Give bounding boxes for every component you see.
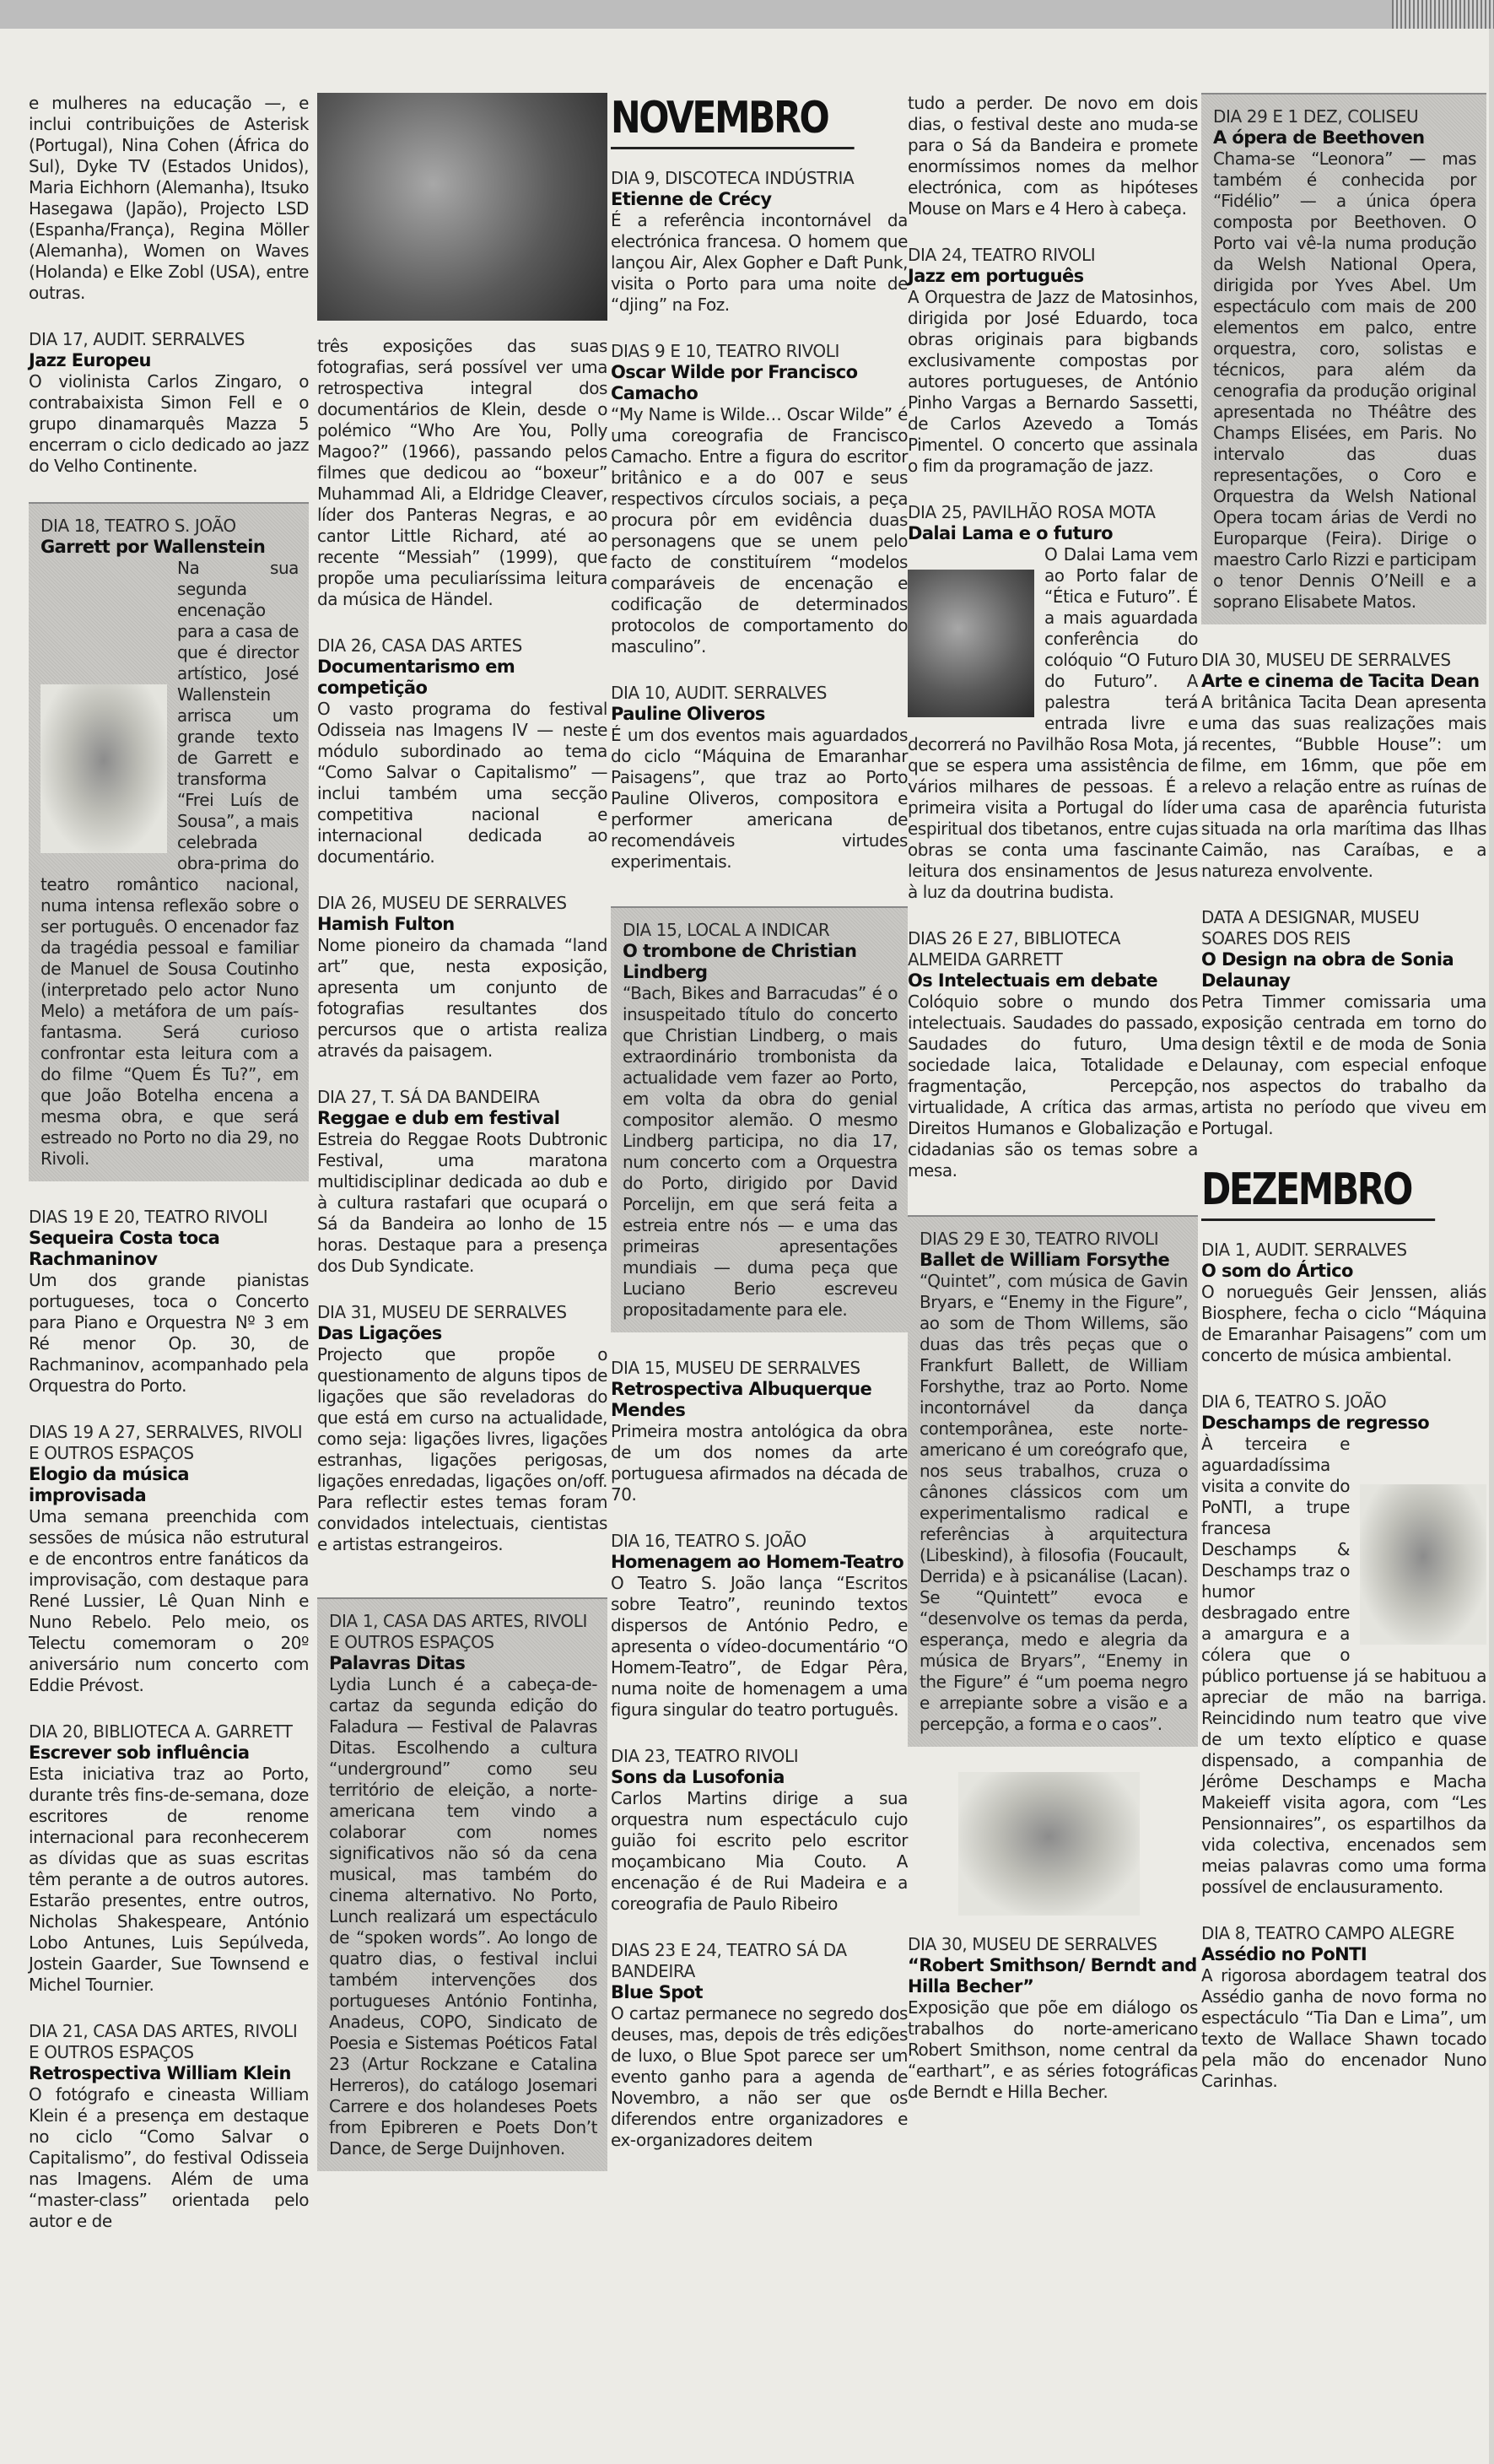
page-top-bar <box>0 0 1494 29</box>
listing-entry <box>29 329 309 477</box>
entry-body: “Quintet”, com música de Gavin Bryars, e “Enemy in the Figure”, ao som de Thom Willems, são duas das três peças que o Frankfurt Ballett, de William Forshythe, traz ao Porto. Nome incontornável da dança contemporânea, este norte-americano é um coreógrafo que, nos seus trabalhos, cruza o cânones clássicos com um experimentalismo radical e referências à arquitectura (Libeskind), à filosofia (Foucault, Derrida) e à psicanálise (Lacan). Se “Quintett” evoca e “desenvolve os temas da perda, esperança, medo e alegria da música de Bryars”, “Enemy in the Figure” é “um poema negro e arrepiante sobre a visão e a percepção, a forma e o caos”. <box>920 1271 1188 1734</box>
entry-title: Homenagem ao Homem-Teatro <box>611 1552 904 1572</box>
highlight-box <box>317 1597 607 2171</box>
entry-body: Petra Timmer comissaria uma exposição centrada em torno do design têxtil e de moda de Sonia Delaunay, com especial enfoque nos aspectos do trabalho da artista no período que viveu em Portugal. <box>1201 992 1486 1138</box>
entry-body: Esta iniciativa traz ao Porto, durante três fins-de-semana, doze escritores de renome internacional para reconhecerem as dívidas que as suas escritas têm perante a de outros autores. Estarão presentes, entre outros, Nicholas Shakespeare, António Lobo Antunes, Luis Sepúlveda, Jostein Gaarder, Sue Townsend e Michel Tournier. <box>29 1764 309 1995</box>
entry-body: Lydia Lunch é a cabeça-de-cartaz da segunda edição do Faladura — Festival de Palavras Ditas. Escolhendo a cultura “underground” como seu território de eleição, a norte-americana tem vindo a colaborar com nomes significativos não só da cena musical, mas também do cinema alternativo. No Porto, Lunch realizará um espectáculo de “spoken words”. Ao longo de quatro dias, o festival inclui também intervenções dos portugueses António Fontinha, Anadeus, COPO, Sindicato de Poesia e Sistemas Poéticos Fatal 23 (Artur Rockzane e Catalina Herreros), do catálogo Josemari Carrere e dos holandeses Poets from Epibreren e Poets Don’t Dance, de Serge Duijnhoven. <box>329 1674 597 2159</box>
entry-date-venue: DIA 27, T. SÁ DA BANDEIRA <box>317 1087 540 1107</box>
entry-title: Blue Spot <box>611 1982 703 2002</box>
entry-title: Oscar Wilde por Francisco Camacho <box>611 362 858 403</box>
entry-body: Na sua segunda encenação para a casa de que é director artístico, José Wallenstein arrisca um grande texto de Garrett e transforma “Frei Luís de Sousa”, a mais celebrada obra-prima do teatro romântico nacional, numa intensa reflexão sobre o ser português. O encenador faz da tragédia pessoal e familiar de Manuel de Sousa Coutinho (interpretado pelo actor Nuno Melo) a metáfora de um país-fantasma. Será curioso confrontar esta leitura com a do filme “Quem És Tu?”, em que João Botelha encena a mesma obra, e que será estreado no Porto no dia 29, no Rivoli. <box>40 558 299 1169</box>
entry-title: Reggae e dub em festival <box>317 1108 560 1128</box>
entry-body: A rigorosa abordagem teatral dos Assédio ganha de novo forma no espectáculo “Tia Dan e Lima”, um texto de Wallace Shawn tocado pela mão do encenador Nuno Carinhas. <box>1201 1965 1486 2091</box>
entry-body: “My Name is Wilde… Oscar Wilde” é uma coreografia de Francisco Camacho. Entre a figura do escritor britânico e a do 007 e seus respectivos círculos sociais, a peça procura pôr em evidência duas personagens que se unem pelo facto de constituírem “modelos comparáveis de encenação e codificação de determinados protocolos de comportamento do masculino”. <box>611 404 908 657</box>
listing-entry <box>611 1746 908 1915</box>
month-heading-novembro: NOVEMBRO <box>611 93 855 149</box>
entry-body: O fotógrafo e cineasta William Klein é a presença em destaque no ciclo “Como Salvar o Capitalismo”, do festival Odisseia nas Imagens. Além de uma “master-class” orientada pelo autor e de <box>29 2084 309 2231</box>
entry-title: Garrett por Wallenstein <box>40 537 266 557</box>
entry-body: À terceira e aguardadíssima visita a convite do PoNTI, a trupe francesa Deschamps & Deschamps traz o humor desbragado entre a amargura e a cólera que o público portuense já se habituou a apreciar de mão na barriga. Reincidindo num teatro que vive de um texto elíptico e quase dispensado, a companhia de Jérôme Deschamps e Macha Makeieff visita agora, com “Les Pensionnaires”, os espartilhos da vida colectiva, encenados sem meias palavras como uma forma possível de enclausuramento. <box>1201 1434 1486 1897</box>
entry-body: O norueguês Geir Jenssen, aliás Biosphere, fecha o ciclo “Máquina de Emaranhar Paisagens” com um concerto de música ambiental. <box>1201 1282 1486 1365</box>
continued-text: três exposições das suas fotografias, será possível ver uma retrospectiva integral dos documentários de Klein, desde o polémico “Who Are You, Polly Magoo?” (1966), passando pelos filmes que dedicou ao “boxeur” Muhammad Ali, a Eldridge Cleaver, líder dos Panteras Negras, e ao cantor Little Richard, até ao recente “Messiah” (1999), que propõe uma peculiaríssima leitura da música de Händel. <box>317 336 607 609</box>
entry-date-venue: DIA 26, CASA DAS ARTES <box>317 635 522 656</box>
entry-date-venue: DIA 9, DISCOTECA INDÚSTRIA <box>611 168 855 188</box>
entry-title: Retrospectiva Albuquerque Mendes <box>611 1379 872 1420</box>
column-3 <box>611 93 908 2176</box>
listing-entry <box>908 1934 1198 2103</box>
column-2 <box>317 93 607 2197</box>
entry-title: Documentarismo em competição <box>317 657 515 698</box>
entry-title: Das Ligações <box>317 1323 442 1343</box>
entry-body: É a referência incontornável da electrónica francesa. O homem que lançou Air, Alex Gopher e Daft Punk, visita o Porto para uma noite de “djing” na Foz. <box>611 210 908 315</box>
listing-entry <box>1201 1240 1486 1366</box>
listing-entry <box>611 683 908 873</box>
column-5 <box>1201 93 1486 2117</box>
column-4 <box>908 93 1198 2128</box>
month-heading-dezembro: DEZEMBRO <box>1201 1164 1435 1221</box>
entry-body: Chama-se “Leonora” — mas também é conhecida por “Fidélio” — a única ópera composta por Beethoven. O Porto vai vê-la numa produção da Welsh National Opera, dirigida por Yves Abel. Um espectáculo com mais de 200 elementos em palco, entre orquestra, coro, solistas e técnicos, para além da cenografia da produção original apresentada no Théâtre des Champs Elisées, em Paris. No intervalo das duas representações, o Coro e Orquestra da Welsh National Opera tocam árias de Verdi no Europarque (Feira). Dirige o maestro Carlo Rizzi e participam o tenor Dennis O’Neill e a soprano Elisabete Matos. <box>1213 149 1476 612</box>
entry-date-venue: DIA 23, TEATRO RIVOLI <box>611 1746 799 1766</box>
entry-date-venue: DIA 31, MUSEU DE SERRALVES <box>317 1302 567 1322</box>
listing-entry <box>1201 1391 1486 1898</box>
entry-title: Retrospectiva William Klein <box>29 2063 291 2083</box>
entry-date-venue: DIA 25, PAVILHÃO ROSA MOTA <box>908 502 1156 522</box>
entry-date-venue: DIA 26, MUSEU DE SERRALVES <box>317 893 567 913</box>
entry-title: Arte e cinema de Tacita Dean <box>1201 671 1480 691</box>
entry-date-venue: DIA 1, CASA DAS ARTES, RIVOLI E OUTROS ESPAÇOS <box>329 1611 588 1652</box>
listing-entry <box>1201 1923 1486 2092</box>
entry-title: Pauline Oliveros <box>611 704 765 724</box>
highlight-box <box>611 906 908 1332</box>
entry-body: Nome pioneiro da chamada “land art” que, nesta exposição, apresenta um conjunto de fotografias resultantes dos percursos que o artista realiza através da paisagem. <box>317 935 607 1061</box>
entry-date-venue: DIAS 23 E 24, TEATRO SÁ DA BANDEIRA <box>611 1940 847 1981</box>
entry-body: Exposição que põe em diálogo os trabalhos do norte-americano Robert Smithson, nome central da “earthart”, e as séries fotográficas de Berndt e Hilla Becher. <box>908 1997 1198 2102</box>
entry-title: Ballet de William Forsythe <box>920 1250 1170 1270</box>
entry-title: Hamish Fulton <box>317 914 455 934</box>
highlight-box <box>908 1215 1198 1747</box>
listing-entry <box>317 1087 607 1277</box>
entry-title: O trombone de Christian Lindberg <box>623 941 857 982</box>
wallenstein-sculpture-photo <box>40 684 167 853</box>
entry-body: Primeira mostra antológica da obra de um dos nomes da arte portuguesa afirmados na década de 70. <box>611 1421 908 1505</box>
entry-date-venue: DIA 1, AUDIT. SERRALVES <box>1201 1240 1407 1260</box>
entry-date-venue: DIA 6, TEATRO S. JOÃO <box>1201 1391 1387 1412</box>
entry-date-venue: DIA 30, MUSEU DE SERRALVES <box>1201 650 1451 670</box>
listing-entry <box>1201 650 1486 882</box>
listing-entry <box>611 341 908 657</box>
listing-entry <box>317 1302 607 1555</box>
entry-body: Um dos grande pianistas portugueses, toca o Concerto para Piano e Orquestra Nº 3 em Ré menor Op. 30, de Rachmaninov, acompanhado pela Orquestra do Porto. <box>29 1270 309 1396</box>
entry-date-venue: DIAS 29 E 30, TEATRO RIVOLI <box>920 1229 1159 1249</box>
entry-body: “Bach, Bikes and Barracudas” é o insuspeitado título do concerto que Christian Lindberg, o mais extraordinário trombonista da actualidade vem fazer ao Porto, em volta da obra do genial compositor alemão. O mesmo Lindberg participa, no dia 17, num concerto com a Orquestra do Porto, dirigido por David Porcelijn, em que será feita a estreia entre nós — e uma das primeiras apresentações mundiais — duma peça que Luciano Berio escreveu propositadamente para ele. <box>623 983 898 1320</box>
highlight-box <box>29 502 309 1181</box>
page-right-edge <box>1489 29 1494 2464</box>
entry-date-venue: DIAS 19 E 20, TEATRO RIVOLI <box>29 1207 268 1227</box>
entry-title: Etienne de Crécy <box>611 189 772 209</box>
page-top-bar-barcode <box>1392 0 1494 29</box>
entry-date-venue: DIAS 9 E 10, TEATRO RIVOLI <box>611 341 839 361</box>
dalai-lama-photo <box>908 570 1034 717</box>
listing-entry <box>29 2021 309 2232</box>
entry-body: Uma semana preenchida com sessões de música não estrutural e de encontros entre fanáticos da improvisação, com destaque para René Lussier, Lê Quan Ninh e Nuno Rebelo. Pelo meio, os Telectu comemoram o 20º aniversário num concerto com Eddie Prévost. <box>29 1506 309 1695</box>
highlight-box <box>1201 93 1486 624</box>
continued-text: e mulheres na educação —, e inclui contribuições de Asterisk (Portugal), Nina Cohen (África do Sul), Dyke TV (Estados Unidos), Maria Eichhorn (Alemanha), Itsuko Hasegawa (Japão), Projecto LSD (Espanha/França), Regina Möller (Alemanha), Women on Waves (Holanda) e Elke Zobl (USA), entre outras. <box>29 93 309 303</box>
entry-body: A Orquestra de Jazz de Matosinhos, dirigida por José Eduardo, toca obras originais para bigbands exclusivamente compostas por autores portugueses, de António Pinho Vargas a Bernardo Sassetti, de Carlos Azevedo a Tomás Pimentel. O concerto que assinala o fim da programação de jazz. <box>908 287 1198 476</box>
listing-entry <box>611 1531 908 1721</box>
entry-title: Os Intelectuais em debate <box>908 970 1157 991</box>
entry-title: Elogio da música improvisada <box>29 1464 190 1505</box>
entry-title: “Robert Smithson/ Berndt and Hilla Becher” <box>908 1955 1197 1997</box>
entry-date-venue: DIA 16, TEATRO S. JOÃO <box>611 1531 806 1551</box>
listing-entry <box>611 1940 908 2151</box>
listing-entry <box>29 1721 309 1996</box>
entry-date-venue: DIA 17, AUDIT. SERRALVES <box>29 329 245 349</box>
entry-title: O som do Ártico <box>1201 1261 1353 1281</box>
entry-title: Jazz Europeu <box>29 350 151 370</box>
listing-entry <box>611 1358 908 1505</box>
entry-date-venue: DIA 30, MUSEU DE SERRALVES <box>908 1934 1157 1954</box>
entry-title: Palavras Ditas <box>329 1653 466 1673</box>
entry-body: Carlos Martins dirige a sua orquestra num espectáculo cujo guião foi escrito pelo escritor moçambicano Mia Couto. A encenação é de Rui Madeira e a coreografia de Paulo Ribeiro <box>611 1788 908 1914</box>
listing-entry <box>1201 907 1486 1139</box>
entry-body: Estreia do Reggae Roots Dubtronic Festival, uma maratona multidisciplinar dedicada ao dub e à cultura rastafari que ocupará o Sá da Bandeira ao lonho de 15 horas. Destaque para a presença dos Dub Syndicate. <box>317 1129 607 1276</box>
listing-entry <box>908 245 1198 477</box>
entry-date-venue: DIAS 26 E 27, BIBLIOTECA ALMEIDA GARRETT <box>908 928 1121 970</box>
entry-body: O violinista Carlos Zingaro, o contrabaixista Simon Fell e o grupo dinamarquês Mazza 5 encerram o ciclo dedicado ao jazz do Velho Continente. <box>29 371 309 476</box>
man-standing-photo <box>958 1772 1140 1916</box>
entry-body: A britânica Tacita Dean apresenta uma das suas realizações mais recentes, “Bubble House”: um filme, em 16mm, que põe em relevo a relação entre as ruínas de uma casa de aparência futurista situada na orla marítima das Ilhas Caimão, nas Caraíbas, e a natureza envolvente. <box>1201 692 1486 881</box>
entry-title: Jazz em português <box>908 266 1084 286</box>
entry-title: Dalai Lama e o futuro <box>908 523 1113 543</box>
entry-date-venue: DIA 10, AUDIT. SERRALVES <box>611 683 828 703</box>
entry-date-venue: DIA 8, TEATRO CAMPO ALEGRE <box>1201 1923 1455 1943</box>
listing-entry <box>908 502 1198 903</box>
entry-body: Projecto que propõe o questionamento de alguns tipos de ligações que são reveladoras do que está em curso na actualidade, como seja: ligações livres, ligações estranhas, ligações perigosas, ligações enredadas, ligações on/off. Para reflectir estes temas foram convidados intelectuais, cientistas e artistas estrangeiros. <box>317 1344 607 1554</box>
entry-title: Escrever sob influência <box>29 1743 250 1763</box>
entry-date-venue: DIA 29 E 1 DEZ, COLISEU <box>1213 106 1419 127</box>
entry-date-venue: DATA A DESIGNAR, MUSEU SOARES DOS REIS <box>1201 907 1420 948</box>
listing-entry <box>317 893 607 1062</box>
listing-entry <box>908 928 1198 1181</box>
entry-title: O Design na obra de Sonia Delaunay <box>1201 949 1454 991</box>
entry-body: É um dos eventos mais aguardados do ciclo “Máquina de Emaranhar Paisagens”, que traz ao Porto Pauline Oliveros, compositora e performer americana de recomendáveis virtudes experimentais. <box>611 725 908 872</box>
entry-title: Assédio no PoNTI <box>1201 1944 1367 1964</box>
entry-title: Sequeira Costa toca Rachmaninov <box>29 1228 220 1269</box>
entry-date-venue: DIA 15, MUSEU DE SERRALVES <box>611 1358 860 1378</box>
listing-entry <box>317 635 607 867</box>
entry-date-venue: DIA 20, BIBLIOTECA A. GARRETT <box>29 1721 293 1742</box>
entry-title: A ópera de Beethoven <box>1213 127 1425 148</box>
deschamps-performers-photo <box>1360 1484 1486 1645</box>
entry-body: O Dalai Lama vem ao Porto falar de “Ética e Futuro”. É a mais aguardada conferência do colóquio “O Futuro do Futuro”. A palestra terá entrada livre e decorrerá no Pavilhão Rosa Mota, já que se espera uma assistência de vários milhares de pessoas. É a primeira visita a Portugal do líder espiritual dos tibetanos, entre cujas obras se conta uma fascinante leitura dos ensinamentos de Jesus à luz da doutrina budista. <box>908 544 1198 902</box>
entry-body: O vasto programa do festival Odisseia nas Imagens IV — neste módulo subordinado ao tema “Como Salvar o Capitalismo” — inclui também uma secção competitiva nacional e internacional dedicada ao documentário. <box>317 699 607 867</box>
listing-entry <box>29 1207 309 1397</box>
william-klein-portrait-photo <box>317 93 607 321</box>
entry-date-venue: DIAS 19 A 27, SERRALVES, RIVOLI E OUTROS ESPAÇOS <box>29 1422 303 1463</box>
page-top-bar-band <box>0 0 1392 29</box>
entry-date-venue: DIA 24, TEATRO RIVOLI <box>908 245 1096 265</box>
column-1 <box>29 93 309 2257</box>
entry-body: O Teatro S. João lança “Escritos sobre Teatro”, reunindo textos dispersos de António Pedro, e apresenta o vídeo-documentário “O Homem-Teatro”, de Edgar Pêra, numa noite de homenagem a uma figura singular do teatro português. <box>611 1573 908 1720</box>
continued-text: tudo a perder. De novo em dois dias, o festival deste ano muda-se para o Sá da Bandeira e promete enormíssimos nomes da melhor electrónica, com as hipóteses Mouse on Mars e 4 Hero à cabeça. <box>908 93 1198 219</box>
entry-date-venue: DIA 18, TEATRO S. JOÃO <box>40 516 236 536</box>
listing-entry <box>29 1422 309 1696</box>
entry-body: O cartaz permanece no segredo dos deuses, mas, depois de três edições de luxo, o Blue Spot parece ser um evento ganho para a agenda de Novembro, a não ser que os diferendos entre organizadores e ex-organizadores deitem <box>611 2003 908 2150</box>
entry-title: Sons da Lusofonia <box>611 1767 785 1787</box>
entry-body: Colóquio sobre o mundo dos intelectuais. Saudades do passado, Saudades do futuro, Uma sociedade laica, Totalidade e fragmentação, Percepção, virtualidade, A crítica das armas, Direitos Humanos e Globalização e cidadanias são os temas sobre a mesa. <box>908 992 1198 1181</box>
entry-title: Deschamps de regresso <box>1201 1413 1430 1433</box>
entry-date-venue: DIA 15, LOCAL A INDICAR <box>623 920 830 940</box>
listing-entry <box>611 168 908 316</box>
entry-date-venue: DIA 21, CASA DAS ARTES, RIVOLI E OUTROS ESPAÇOS <box>29 2021 298 2062</box>
